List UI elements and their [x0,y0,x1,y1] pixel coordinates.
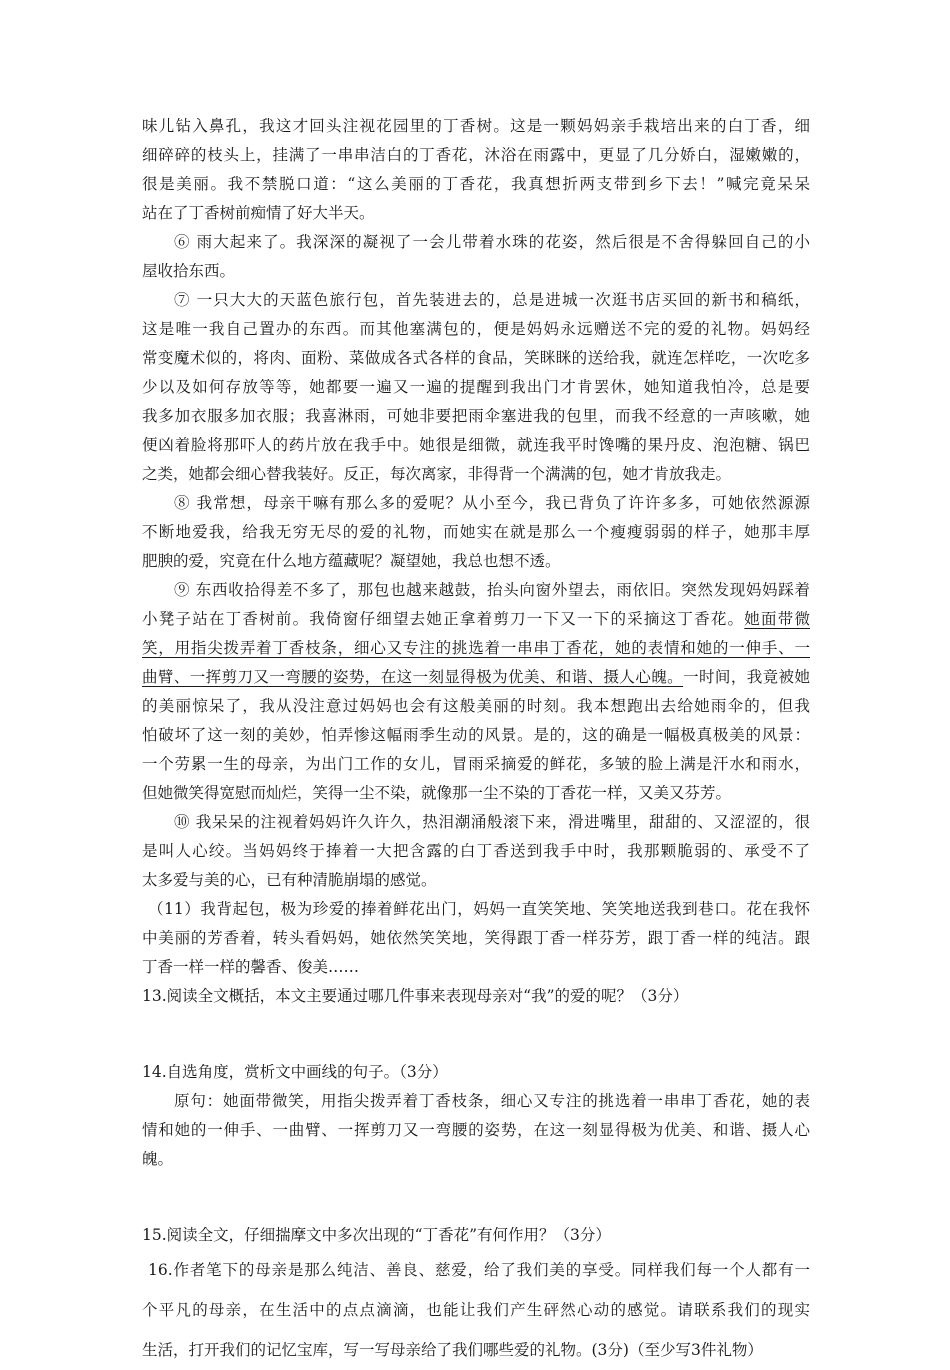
text-line: 但她微笑得宽慰而灿烂，笑得一尘不染，就像那一尘不染的丁香花一样，又美又芬芳。 [142,784,732,802]
text-line: 之类，她都会细心替我装好。反正，每次离家，非得背一个满满的包，她才肯放我走。 [142,465,732,483]
text-line: 不断地爱我，给我无穷无尽的爱的礼物，而她实在就是那么一个瘦瘦弱弱的样子，她那丰厚 [142,523,810,541]
text-line [142,663,810,692]
text-line: 中美丽的芳香着，转头看妈妈，她依然笑笑地，笑得跟丁香一样芬芳，跟丁香一样的纯洁。跟 [142,929,810,947]
plain-text: 小凳子站在丁香树前。我倚窗仔细望去她正拿着剪刀一下又一下的采摘这丁香花。 [142,610,745,628]
text-line: 细碎碎的枝头上，挂满了一串串洁白的丁香花，沐浴在雨露中，更显了几分娇白，湿嫩嫩的， [142,146,810,164]
paragraph-9 [142,576,810,808]
text-line: 少以及如何存放等等，她都要一遍又一遍的提醒到我出门才肯罢休，她知道我怕冷，总是要 [142,378,810,396]
text-line: 情和她的一伸手、一曲臂、一挥剪刀又一弯腰的姿势，在这一刻显得极为优美、和谐、摄人心 [142,1121,810,1139]
plain-text: 一时间，我竟被她 [683,668,810,686]
document-page [142,112,810,1370]
underlined-sentence: 曲臂、一挥剪刀又一弯腰的姿势，在这一刻显得极为优美、和谐、摄人心魄。 [142,668,684,686]
paragraph-5 [142,112,810,228]
question-16 [142,1250,810,1370]
text-line: ⑩ 我呆呆的注视着妈妈许久许久，热泪潮涌般滚下来，滑进嘴里，甜甜的、又涩涩的，很 [174,813,810,831]
question-14-original-sentence [142,1087,810,1174]
text-line [142,605,810,634]
question-13: 13.阅读全文概括，本文主要通过哪几件事来表现母亲对“我”的爱的呢？（3分） [142,987,689,1005]
text-line: 太多爱与美的心，已有种清脆崩塌的感觉。 [142,871,437,889]
paragraph-8 [142,489,810,576]
text-line: 个平凡的母亲，在生活中的点点滴滴，也能让我们产生砰然心动的感觉。请联系我们的现实 [142,1301,810,1319]
text-line: 常变魔术似的，将肉、面粉、菜做成各式各样的食品，笑眯眯的送给我，就连怎样吃，一次吃多 [142,349,810,367]
answer-space [142,1203,810,1221]
text-line: 是叫人心绞。当妈妈终于捧着一大把含露的白丁香送到我手中时，我那颗脆弱的、承受不了 [142,842,810,860]
text-line: （11）我背起包，极为珍爱的捧着鲜花出门，妈妈一直笑笑地、笑笑地送我到巷口。花在我怀 [148,900,810,918]
text-line: 丁香一样一样的馨香、俊美…… [142,958,360,976]
text-line: 肥腴的爱，究竟在什么地方蕴藏呢？凝望她，我总也想不透。 [142,552,561,570]
text-line: ⑦ 一只大大的天蓝色旅行包，首先装进去的，总是进城一次逛书店买回的新书和稿纸， [174,291,810,309]
text-line: ⑧ 我常想，母亲干嘛有那么多的爱呢？从小至今，我已背负了许许多多，可她依然源源 [174,494,810,512]
paragraph-10 [142,808,810,895]
paragraph-6 [142,228,810,286]
text-line: 我多加衣服多加衣服；我喜淋雨，可她非要把雨伞塞进我的包里，而我不经意的一声咳嗽，她 [142,407,810,425]
paragraph-7 [142,286,810,489]
text-line: 味儿钻入鼻孔，我这才回头注视花园里的丁香树。这是一颗妈妈亲手栽培出来的白丁香，细 [142,117,810,135]
underlined-sentence: 她面带微 [744,610,810,628]
text-line: 一个劳累一生的母亲，为出门工作的女儿，冒雨采摘爱的鲜花，多皱的脸上满是汗水和雨水， [142,755,810,773]
underlined-sentence: 笑，用指尖拨弄着丁香枝条，细心又专注的挑选着一串串丁香花，她的表情和她的一伸手、一 [142,639,810,657]
text-line: 原句：她面带微笑，用指尖拨弄着丁香枝条，细心又专注的挑选着一串串丁香花，她的表 [174,1092,810,1110]
text-line: 16.作者笔下的母亲是那么纯洁、善良、慈爱，给了我们美的享受。同样我们每一个人都有一 [148,1261,810,1279]
text-line [142,634,810,663]
text-line: ⑨ 东西收拾得差不多了，那包也越来越鼓，抬头向窗外望去，雨依旧。突然发现妈妈踩着 [174,581,810,599]
question-15: 15.阅读全文，仔细揣摩文中多次出现的“丁香花”有何作用？（3分） [142,1226,611,1244]
text-line: 怕破坏了这一刻的美妙，怕弄惨这幅雨季生动的风景。是的，这的确是一幅极真极美的风景： [142,726,810,744]
text-line: 便凶着脸将那吓人的药片放在我手中。她很是细微，就连我平时馋嘴的果丹皮、泡泡糖、锅巴 [142,436,810,454]
text-line: ⑥ 雨大起来了。我深深的凝视了一会儿带着水珠的花姿，然后很是不舍得躲回自己的小 [174,233,810,251]
text-line: 这是唯一我自己置办的东西。而其他塞满包的，便是妈妈永远赠送不完的爱的礼物。妈妈经 [142,320,810,338]
text-line: 很是美丽。我不禁脱口道：“这么美丽的丁香花，我真想折两支带到乡下去！”喊完竟呆呆 [142,175,810,193]
text-line: 屋收拾东西。 [142,262,236,280]
paragraph-11 [142,895,810,982]
answer-space [142,1040,810,1058]
text-line: 魄。 [142,1150,174,1168]
question-14: 14.自选角度，赏析文中画线的句子。（3分） [142,1063,448,1081]
text-line: 站在了丁香树前痴情了好大半天。 [142,204,375,222]
text-line: 生活，打开我们的记忆宝库，写一写母亲给了我们哪些爱的礼物。(3分)（至少写3件礼物） [142,1341,763,1359]
answer-space [142,1011,810,1040]
text-line: 的美丽惊呆了，我从没注意过妈妈也会有这般美丽的时刻。我本想跑出去给她雨伞的，但我 [142,697,810,715]
answer-space [142,1174,810,1203]
